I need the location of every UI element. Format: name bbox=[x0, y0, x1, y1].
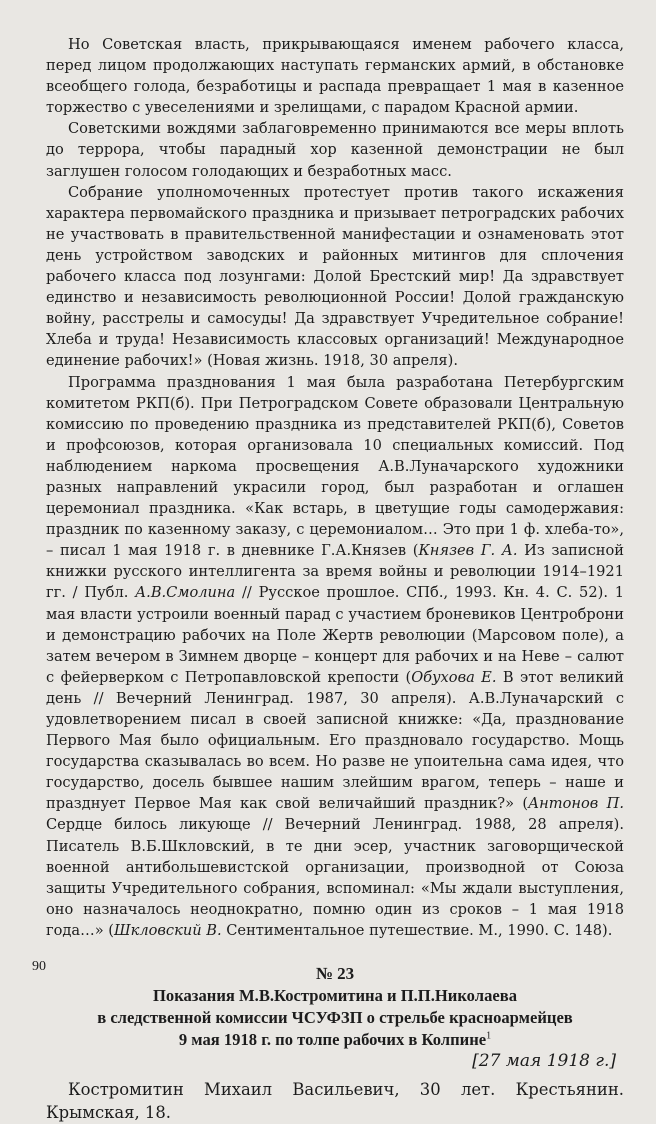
paragraph-2: Советскими вождями заблаговременно принимаются все меры вплоть до террора, чтобы парадный хор казенной демонстрации не был заглушен голосом голодающих и безработных масс. bbox=[46, 120, 624, 180]
paragraph-4-text-3: // Русское прошлое. СПб., 1993. Кн. 4. С. 52). 1 мая власти устроили военный парад с участием броневиков Центроброни и демонстрацию рабочих на Поле Жертв революции (Марсовом поле), а затем вечером в Зимнем дворце – концерт для рабочих и на Неве – салют с фейерверком с Петропавловской крепости ( bbox=[46, 584, 624, 686]
document-title-line-3 bbox=[46, 1029, 624, 1051]
footnote-mark: 1 bbox=[486, 1030, 492, 1042]
paragraph-4 bbox=[46, 372, 624, 942]
citation-author-knyazev: Князев Г. А. bbox=[418, 542, 518, 560]
paragraph-4-text-4: В этот великий день // Вечерний Ленинград. 1987, 30 апреля). А.В.Луначарский с удовлетворением писал в своей записной книжке: «Да, празднование Первого Мая было официальным. Его праздновало государство. Мощь государства сказывалась во всем. Но разве не упоительна сама идея, что государство, досель бывшее нашим злейшим врагом, теперь – наше и празднует Первое Мая как свой величайший праздник?» ( bbox=[46, 668, 624, 813]
paragraph-4-text-5: Сердце билось ликующе // Вечерний Ленинград. 1988, 28 апреля). Писатель В.Б.Шкловский, в те дни эсер, участник заговорщической военной антибольшевистской организации, производной от Союза защиты Учредительного собрания, вспоминал: «Мы ждали выступления, оно назначалось неоднократно, помню один из сроков – 1 мая 1918 года…» ( bbox=[46, 816, 624, 939]
paragraph-4-text-6: Сентиментальное путешествие. М., 1990. С. 148). bbox=[221, 921, 613, 939]
citation-author-obukhova: Обухова Е. bbox=[411, 668, 497, 686]
document-heading bbox=[46, 963, 624, 1050]
paragraph-4-text-2: Из записной книжки русского интеллигента за время войны и революции 1914–1921 гг. / Публ. bbox=[46, 542, 624, 602]
citation-author-antonov: Антонов П. bbox=[528, 795, 624, 813]
paragraph-3: Собрание уполномоченных протестует против такого искажения характера первомайского праздника и призывает петроградских рабочих не участвовать в правительственной манифестации и ознаменовать этот день устройством заводских и районных митингов для сплочения рабочего класса под лозунгами: Долой Брестский мир! Да здравствует единство и независимость революционной России! Долой гражданскую войну, расстрелы и самосуды! Да здравствует Учредительное собрание! Хлеба и труда! Независимость классовых организаций! Международное единение рабочих!» (Новая жизнь. 1918, 30 апреля). bbox=[46, 183, 624, 370]
document-title-line-3-text: 9 мая 1918 г. по толпе рабочих в Колпине bbox=[178, 1029, 487, 1049]
paragraph-1: Но Советская власть, прикрывающаяся именем рабочего класса, перед лицом продолжающих наступать германских армий, в обстановке всеобщего голода, безработицы и распада превращает 1 мая в казенное торжество с увеселениями и зрелищами, с парадом Красной армии. bbox=[46, 36, 624, 117]
document-number: № 23 bbox=[315, 964, 355, 984]
document-title bbox=[46, 985, 624, 1050]
document-title-line-1: Показания М.В.Костромитина и П.П.Николаева bbox=[152, 986, 517, 1006]
page-number: 90 bbox=[32, 959, 46, 974]
paragraph-4-text-1: Программа празднования 1 мая была разработана Петербургским комитетом РКП(б). При Петроградском Совете образовали Центральную комиссию по проведению праздника из представителей РКП(б), Советов и профсоюзов, которая организовала 10 специальных комиссий. Под наблюдением наркома просвещения А.В.Луначарского художники разных направлений украсили город, был разработан и оглашен церемониал праздника. «Как встарь, в цветущие годы самодержавия: праздник по казенному заказу, с церемониалом… Это при 1 ф. хлеба-то», – писал 1 мая 1918 г. в дневнике Г.А.Князев ( bbox=[46, 373, 624, 560]
main-text bbox=[46, 34, 624, 1124]
citation-author-shklovsky: Шкловский В. bbox=[113, 921, 222, 939]
document-date: [27 мая 1918 г.] bbox=[472, 1051, 616, 1072]
document-title-line-2: в следственной комиссии ЧСУФЗП о стрельбе красноармейцев bbox=[97, 1007, 573, 1027]
document-body: Костромитин Михаил Васильевич, 30 лет. Крестьянин. Крымская, 18. bbox=[46, 1080, 624, 1123]
citation-author-smolina: А.В.Смолина bbox=[135, 584, 236, 602]
